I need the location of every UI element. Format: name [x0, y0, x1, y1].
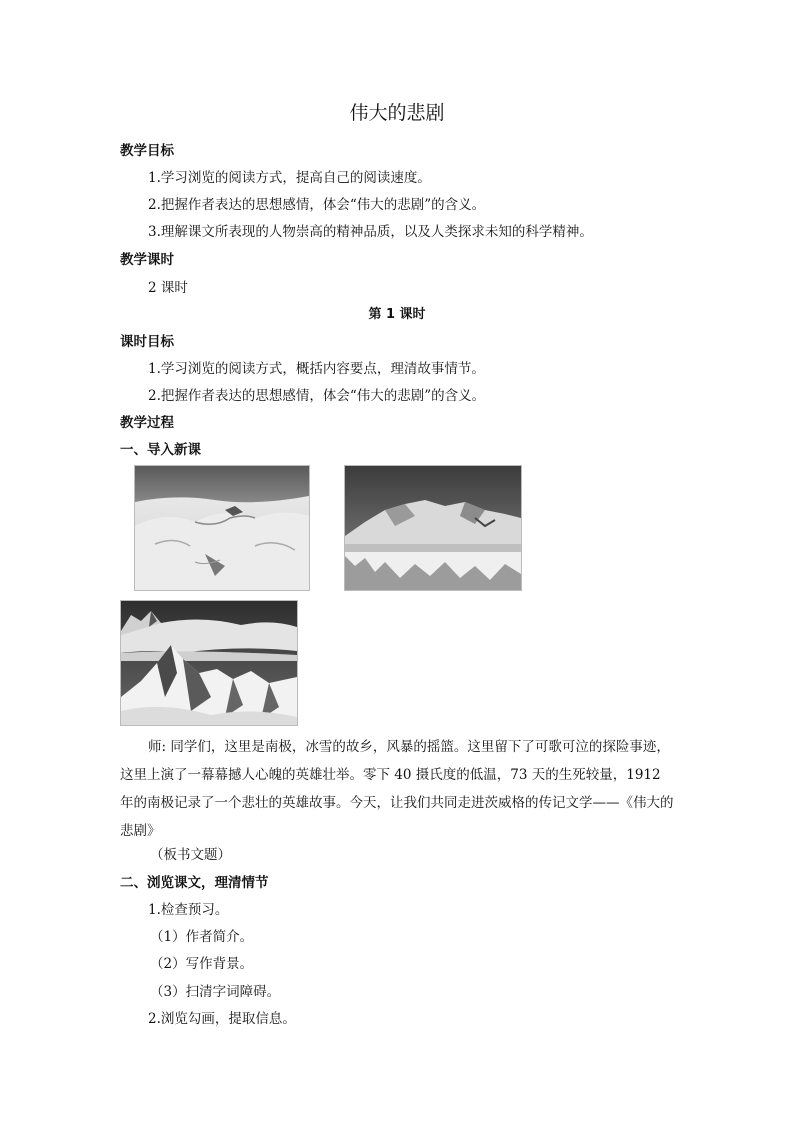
teaching-hours-value: 2 课时 [148, 280, 188, 296]
goal-item-2: 2.把握作者表达的思想感情，体会“伟大的悲剧”的含义。 [148, 197, 486, 213]
page-title: 伟大的悲剧 [349, 102, 445, 124]
heading-lesson-goals: 课时目标 [120, 334, 174, 350]
heading-browse: 二、浏览课文，理清情节 [120, 875, 269, 891]
heading-process: 教学过程 [120, 415, 174, 431]
lesson-goal-item-1: 1.学习浏览的阅读方式，概括内容要点，理清故事情节。 [148, 361, 485, 377]
browse-item-3: （2）写作背景。 [150, 956, 254, 972]
heading-intro: 一、导入新课 [120, 442, 201, 458]
goal-item-1: 1.学习浏览的阅读方式，提高自己的阅读速度。 [148, 170, 431, 186]
browse-item-4: （3）扫清字词障碍。 [150, 984, 281, 1000]
antarctic-mountain-photo [344, 465, 522, 591]
browse-item-5: 2.浏览勾画，提取信息。 [148, 1011, 296, 1027]
browse-item-1: 1.检查预习。 [148, 902, 229, 918]
heading-teaching-goals: 教学目标 [120, 143, 174, 159]
antarctic-plateau-photo [134, 465, 310, 591]
intro-paragraph: 师: 同学们，这里是南极，冰雪的故乡，风暴的摇篮。这里留下了可歌可泣的探险事迹，这里上演了一幕幕撼人心魄的英雄壮举。零下 40 摄氏度的低温，73 天的生死较量，1912 年的南极记录了一个悲壮的英雄故事。今天，让我们共同走进茨威格的传记文学——《伟大的悲剧》 [120, 739, 674, 839]
snow-peaks-photo [120, 600, 298, 726]
board-note: （板书文题） [150, 847, 231, 863]
browse-item-2: （1）作者简介。 [150, 929, 254, 945]
goal-item-3: 3.理解课文所表现的人物崇高的精神品质，以及人类探求未知的科学精神。 [148, 224, 593, 240]
heading-teaching-hours: 教学课时 [120, 252, 174, 268]
heading-lesson-one: 第 1 课时 [368, 307, 426, 322]
lesson-goal-item-2: 2.把握作者表达的思想感情，体会“伟大的悲剧”的含义。 [148, 388, 486, 404]
